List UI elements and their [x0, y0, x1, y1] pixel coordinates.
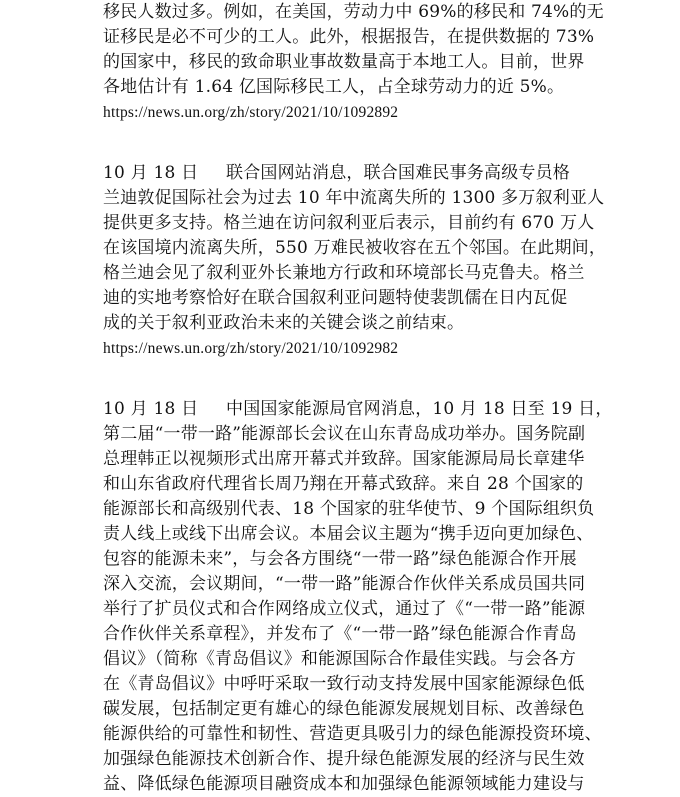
text-line: 益、降低绿色能源项目融资成本和加强绿色能源领域能力建设与 [103, 774, 585, 794]
text-line: 责人线上或线下出席会议。本届会议主题为“携手迈向更加绿色、 [103, 524, 594, 544]
text-line: 总理韩正以视频形式出席开幕式并致辞。国家能源局局长章建华 [103, 449, 585, 469]
text-line: 举行了扩员仪式和合作网络成立仪式，通过了《“一带一路”能源 [103, 599, 586, 619]
text-line: 在该国境内流离失所，550 万难民被收容在五个邻国。在此期间， [103, 238, 607, 258]
text-line: 能源部长和高级别代表、18 个国家的驻华使节、9 个国际组织负 [103, 499, 595, 519]
text-line: 的国家中，移民的致命职业事故数量高于本地工人。目前，世界 [103, 52, 585, 72]
text-line: 包容的能源未来”，与会各方围绕“一带一路”绿色能源合作开展 [103, 549, 577, 569]
paragraph-spacer [103, 361, 588, 397]
text-line: 移民人数过多。例如，在美国，劳动力中 69%的移民和 74%的无 [103, 2, 604, 22]
text-line: 能源供给的可靠性和韧性、营造更具吸引力的绿色能源投资环境、 [103, 724, 602, 744]
paragraph-spacer [103, 125, 588, 161]
text-line: 倡议》（简称《青岛倡议》和能源国际合作最佳实践。与会各方 [103, 649, 577, 669]
text-line: 各地估计有 1.64 亿国际移民工人，占全球劳动力的近 5%。 [103, 77, 565, 97]
text-line: 在《青岛倡议》中呼吁采取一致行动支持发展中国家能源绿色低 [103, 674, 585, 694]
text-line: 联合国网站消息，联合国难民事务高级专员格 [226, 163, 570, 183]
text-line: 合作伙伴关系章程》，并发布了《“一带一路”绿色能源合作青岛 [103, 624, 577, 644]
paragraph-belt-road-energy [103, 397, 613, 797]
text-line: 证移民是必不可少的工人。此外，根据报告，在提供数据的 73% [103, 27, 595, 47]
text-line: 中国国家能源局官网消息，10 月 18 日至 19 日， [226, 399, 613, 419]
text-line: 和山东省政府代理省长周乃翔在开幕式致辞。来自 28 个国家的 [103, 474, 584, 494]
entry-date: 10 月 18 日 [103, 163, 199, 183]
paragraph-migrant-workers [103, 0, 604, 125]
text-line: 兰迪敦促国际社会为过去 10 年中流离失所的 1300 多万叙利亚人 [103, 188, 605, 208]
document-body [103, 0, 613, 797]
dated-first-line [103, 397, 613, 422]
text-line: 深入交流，会议期间，“一带一路”能源合作伙伴关系成员国共同 [103, 574, 586, 594]
text-line: 迪的实地考察恰好在联合国叙利亚问题特使裴凯儒在日内瓦促 [103, 288, 568, 308]
source-url: https://news.un.org/zh/story/2021/10/1092892 [103, 104, 399, 121]
text-line: 提供更多支持。格兰迪在访问叙利亚后表示，目前约有 670 万人 [103, 213, 595, 233]
entry-date: 10 月 18 日 [103, 399, 199, 419]
text-line: 第二届“一带一路”能源部长会议在山东青岛成功举办。国务院副 [103, 424, 586, 444]
paragraph-syria-refugees [103, 161, 607, 361]
text-line: 格兰迪会见了叙利亚外长兼地方行政和环境部长马克鲁夫。格兰 [103, 263, 585, 283]
text-line: 加强绿色能源技术创新合作、提升绿色能源发展的经济与民生效 [103, 749, 585, 769]
text-line: 碳发展，包括制定更有雄心的绿色能源发展规划目标、改善绿色 [103, 699, 585, 719]
text-line: 成的关于叙利亚政治未来的关键会谈之前结束。 [103, 313, 465, 333]
dated-first-line [103, 161, 588, 186]
source-url: https://news.un.org/zh/story/2021/10/1092982 [103, 340, 399, 357]
